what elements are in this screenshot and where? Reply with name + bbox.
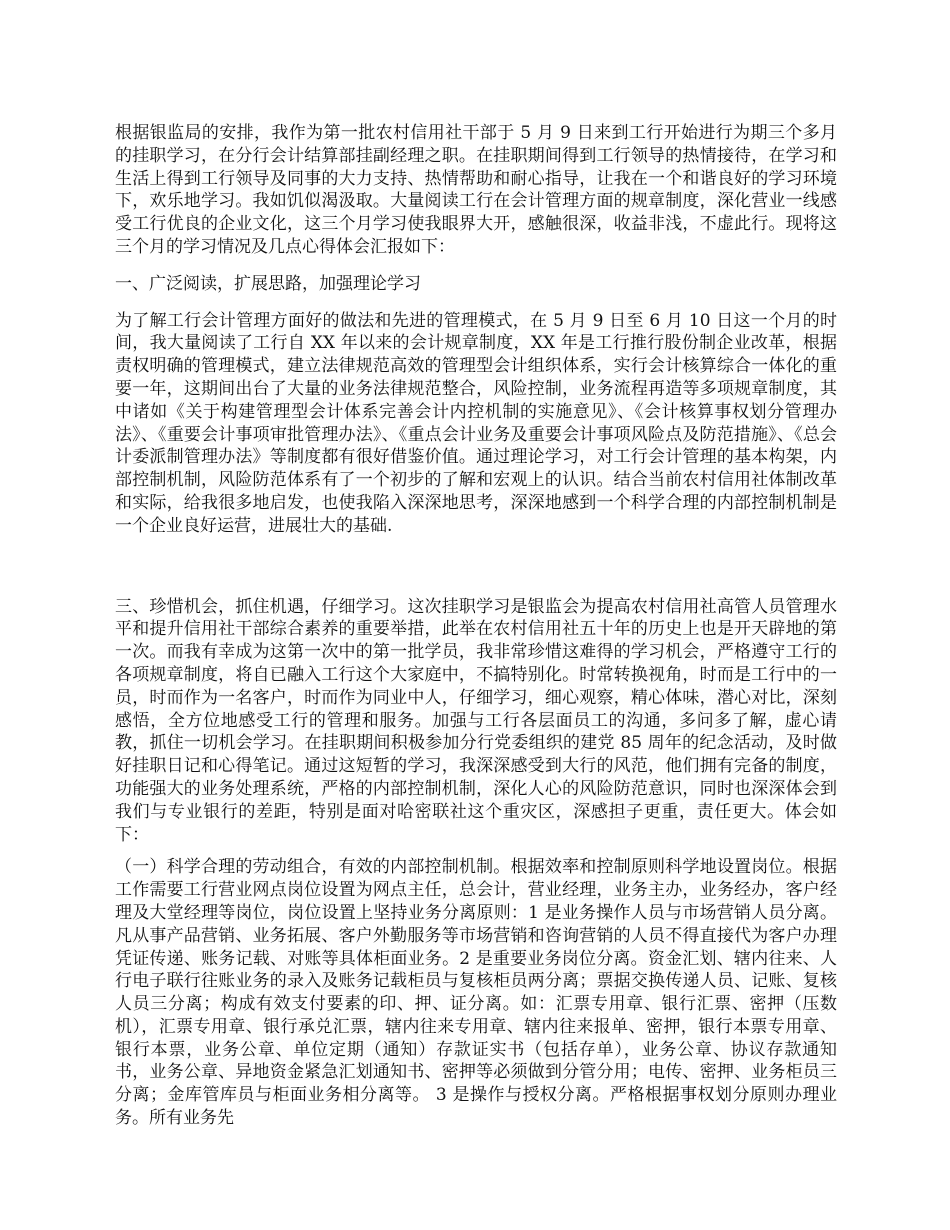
section-1-paragraph: 为了解工行会计管理方面好的做法和先进的管理模式，在 5 月 9 日至 6 月 10 日这一个月的时间，我大量阅读了工行自 XX 年以来的会计规章制度，XX 年是工行推行股份制企业改革，根据责权明确的管理模式，建立法律规范高效的管理型会计组织体系，实行会计核算综合一体化的重要一年，这期间出台了大量的业务法律规范整合，风险控制，业务流程再造等多项规章制度，其中诸如《关于构建管理型会计体系完善会计内控机制的实施意见》、《会计核算事权划分管理办法》、《重要会计事项审批管理办法》、《重点会计业务及重要会计事项风险点及防范措施》、《总会计委派制管理办法》等制度都有很好借鉴价值。通过理论学习，对工行会计管理的基本构架，内部控制机制，风险防范体系有了一个初步的了解和宏观上的认识。结合当前农村信用社体制改革和实际，给我很多地启发，也使我陷入深深地思考，深深地感到一个科学合理的内部控制机制是一个企业良好运营，进展壮大的基础. xyxy=(115,310,837,536)
section-3-paragraph: 三、珍惜机会，抓住机遇，仔细学习。这次挂职学习是银监会为提高农村信用社高管人员管理水平和提升信用社干部综合素养的重要举措，此举在农村信用社五十年的历史上也是开天辟地的第一次。而我有幸成为这第一次中的第一批学员，我非常珍惜这难得的学习机会，严格遵守工行的各项规章制度，将自已融入工行这个大家庭中，不搞特别化。时常转换视角，时而是工行中的一员，时而作为一名客户，时而作为同业中人，仔细学习，细心观察，精心体味，潜心对比，深刻感悟，全方位地感受工行的管理和服务。加强与工行各层面员工的沟通，多问多了解，虚心请教，抓住一切机会学习。在挂职期间积极参加分行党委组织的建党 85 周年的纪念活动，及时做好挂职日记和心得笔记。通过这短暂的学习，我深深感受到大行的风范，他们拥有完备的制度，功能强大的业务处理系统，严格的内部控制机制，深化人心的风险防范意识，同时也深深体会到我们与专业银行的差距，特别是面对哈密联社这个重灾区，深感担子更重，责任更大。体会如下： xyxy=(115,596,837,845)
intro-paragraph: 根据银监局的安排，我作为第一批农村信用社干部于 5 月 9 日来到工行开始进行为期三个多月的挂职学习，在分行会计结算部挂副经理之职。在挂职期间得到工行领导的热情接待，在学习和生活上得到工行领导及同事的大力支持、热情帮助和耐心指导，让我在一个和谐良好的学习环境下，欢乐地学习。我如饥似渴汲取。大量阅读工行在会计管理方面的规章制度，深化营业一线感受工行优良的企业文化，这三个月学习使我眼界大开，感触很深，收益非浅，不虚此行。现将这三个月的学习情况及几点心得体会汇报如下： xyxy=(115,123,837,257)
document-page xyxy=(115,122,837,1140)
subsection-1-paragraph: （一）科学合理的劳动组合，有效的内部控制机制。根据效率和控制原则科学地设置岗位。根据工作需要工行营业网点岗位设置为网点主任，总会计，营业经理，业务主办，业务经办，客户经理及大堂经理等岗位，岗位设置上坚持业务分离原则：1 是业务操作人员与市场营销人员分离。凡从事产品营销、业务拓展、客户外勤服务等市场营销和咨询营销的人员不得直接代为客户办理凭证传递、账务记载、对账等具体柜面业务。2 是重要业务岗位分离。资金汇划、辖内往来、人行电子联行往账业务的录入及账务记载柜员与复核柜员两分离；票据交换传递人员、记账、复核人员三分离；构成有效支付要素的印、押、证分离。如：汇票专用章、银行汇票、密押（压数机），汇票专用章、银行承兑汇票，辖内往来专用章、辖内往来报单、密押，银行本票专用章、银行本票，业务公章、单位定期（通知）存款证实书（包括存单），业务公章、协议存款通知书，业务公章、异地资金紧急汇划通知书、密押等必须做到分管分用；电传、密押、业务柜员三分离；金库管库员与柜面业务相分离等。 3 是操作与授权分离。严格根据事权划分原则办理业务。所有业务先 xyxy=(115,857,837,1129)
section-heading-1: 一、广泛阅读，扩展思路，加强理论学习 xyxy=(115,273,421,294)
